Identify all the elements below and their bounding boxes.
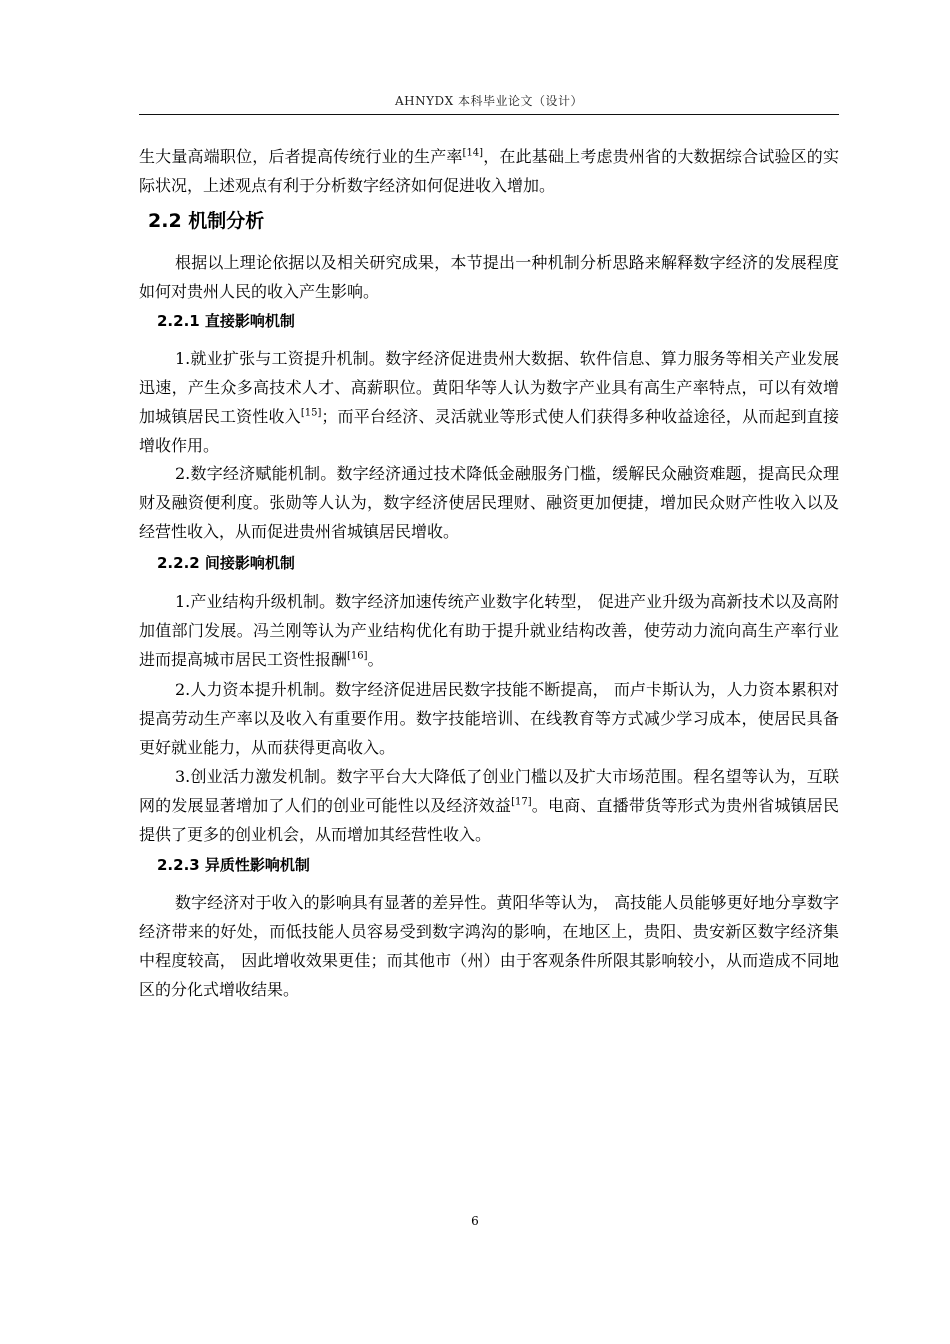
header-rule [139,114,839,115]
intro-text-a: 生大量高端职位，后者提高传统行业的生产率 [139,147,463,166]
section-heading-2-2-2: 2.2.2 间接影响机制 [157,554,295,572]
indirect-mechanism-paragraph-3 [139,762,839,849]
indirect-p1-text-b: 。 [367,650,384,669]
heterogeneity-paragraph: 数字经济对于收入的影响具有显著的差异性。黄阳华等认为， 高技能人员能够更好地分享数字经济带来的好处，而低技能人员容易受到数字鸿沟的影响，在地区上，贵阳、贵安新区数字经济集中程度较高， 因此增收效果更佳；而其他市（州）由于客观条件所限其影响较小，从而造成不同地区的分化式增收结果。 [139,893,839,999]
section-2-2-paragraph: 根据以上理论依据以及相关研究成果，本节提出一种机制分析思路来解释数字经济的发展程度如何对贵州人民的收入产生影响。 [139,253,839,301]
citation-15: [15] [300,407,322,419]
indirect-p1-text-a: 1.产业结构升级机制。数字经济加速传统产业数字化转型， 促进产业升级为高新技术以及高附加值部门发展。冯兰刚等认为产业结构优化有助于提升就业结构改善，使劳动力流向高生产率行业进而提高城市居民工资性报酬 [139,592,839,669]
running-header: AHNYDX 本科毕业论文（设计） [394,94,584,108]
indirect-mechanism-paragraph-2: 2.人力资本提升机制。数字经济促进居民数字技能不断提高， 而卢卡斯认为，人力资本累积对提高劳动生产率以及收入有重要作用。数字技能培训、在线教育等方式减少学习成本，使居民具备更好就业能力，从而获得更高收入。 [139,680,839,757]
direct-mechanism-paragraph-1 [139,344,839,460]
page-number: 6 [471,1214,479,1228]
direct-mechanism-paragraph-2: 2.数字经济赋能机制。数字经济通过技术降低金融服务门槛，缓解民众融资难题，提高民众理财及融资便利度。张勋等人认为，数字经济使居民理财、融资更加便捷，增加民众财产性收入以及经营性收入，从而促进贵州省城镇居民增收。 [139,464,839,541]
citation-16: [16] [347,650,368,662]
section-heading-2-2: 2.2 机制分析 [148,210,265,232]
section-heading-2-2-3: 2.2.3 异质性影响机制 [157,856,310,874]
citation-14: [14] [462,147,484,159]
direct-p1-text-a: 1.就业扩张与工资提升机制。数字经济促进贵州大数据、软件信息、算力服务等相关产业发展迅速，产生众多高技术人才、高薪职位。黄阳华等人认为数字产业具有高生产率特点，可以有效增加城镇居民工资性收入 [139,349,839,426]
indirect-mechanism-paragraph-1 [139,587,839,674]
indirect-p3-text-b: 。电商、直播带货等形式为贵州省城镇居民提供了更多的创业机会，从而增加其经营性收入。 [139,796,839,844]
intro-text-b: ，在此基础上考虑贵州省的大数据综合试验区的实际状况，上述观点有利于分析数字经济如何促进收入增加。 [139,147,839,195]
intro-paragraph [139,142,839,200]
section-heading-2-2-1: 2.2.1 直接影响机制 [157,312,295,330]
indirect-p3-text-a: 3.创业活力激发机制。数字平台大大降低了创业门槛以及扩大市场范围。程名望等认为，互联网的发展显著增加了人们的创业可能性以及经济效益 [139,767,839,815]
direct-p1-text-b: ；而平台经济、灵活就业等形式使人们获得多种收益途径，从而起到直接增收作用。 [139,407,839,455]
citation-17: [17] [511,796,532,808]
